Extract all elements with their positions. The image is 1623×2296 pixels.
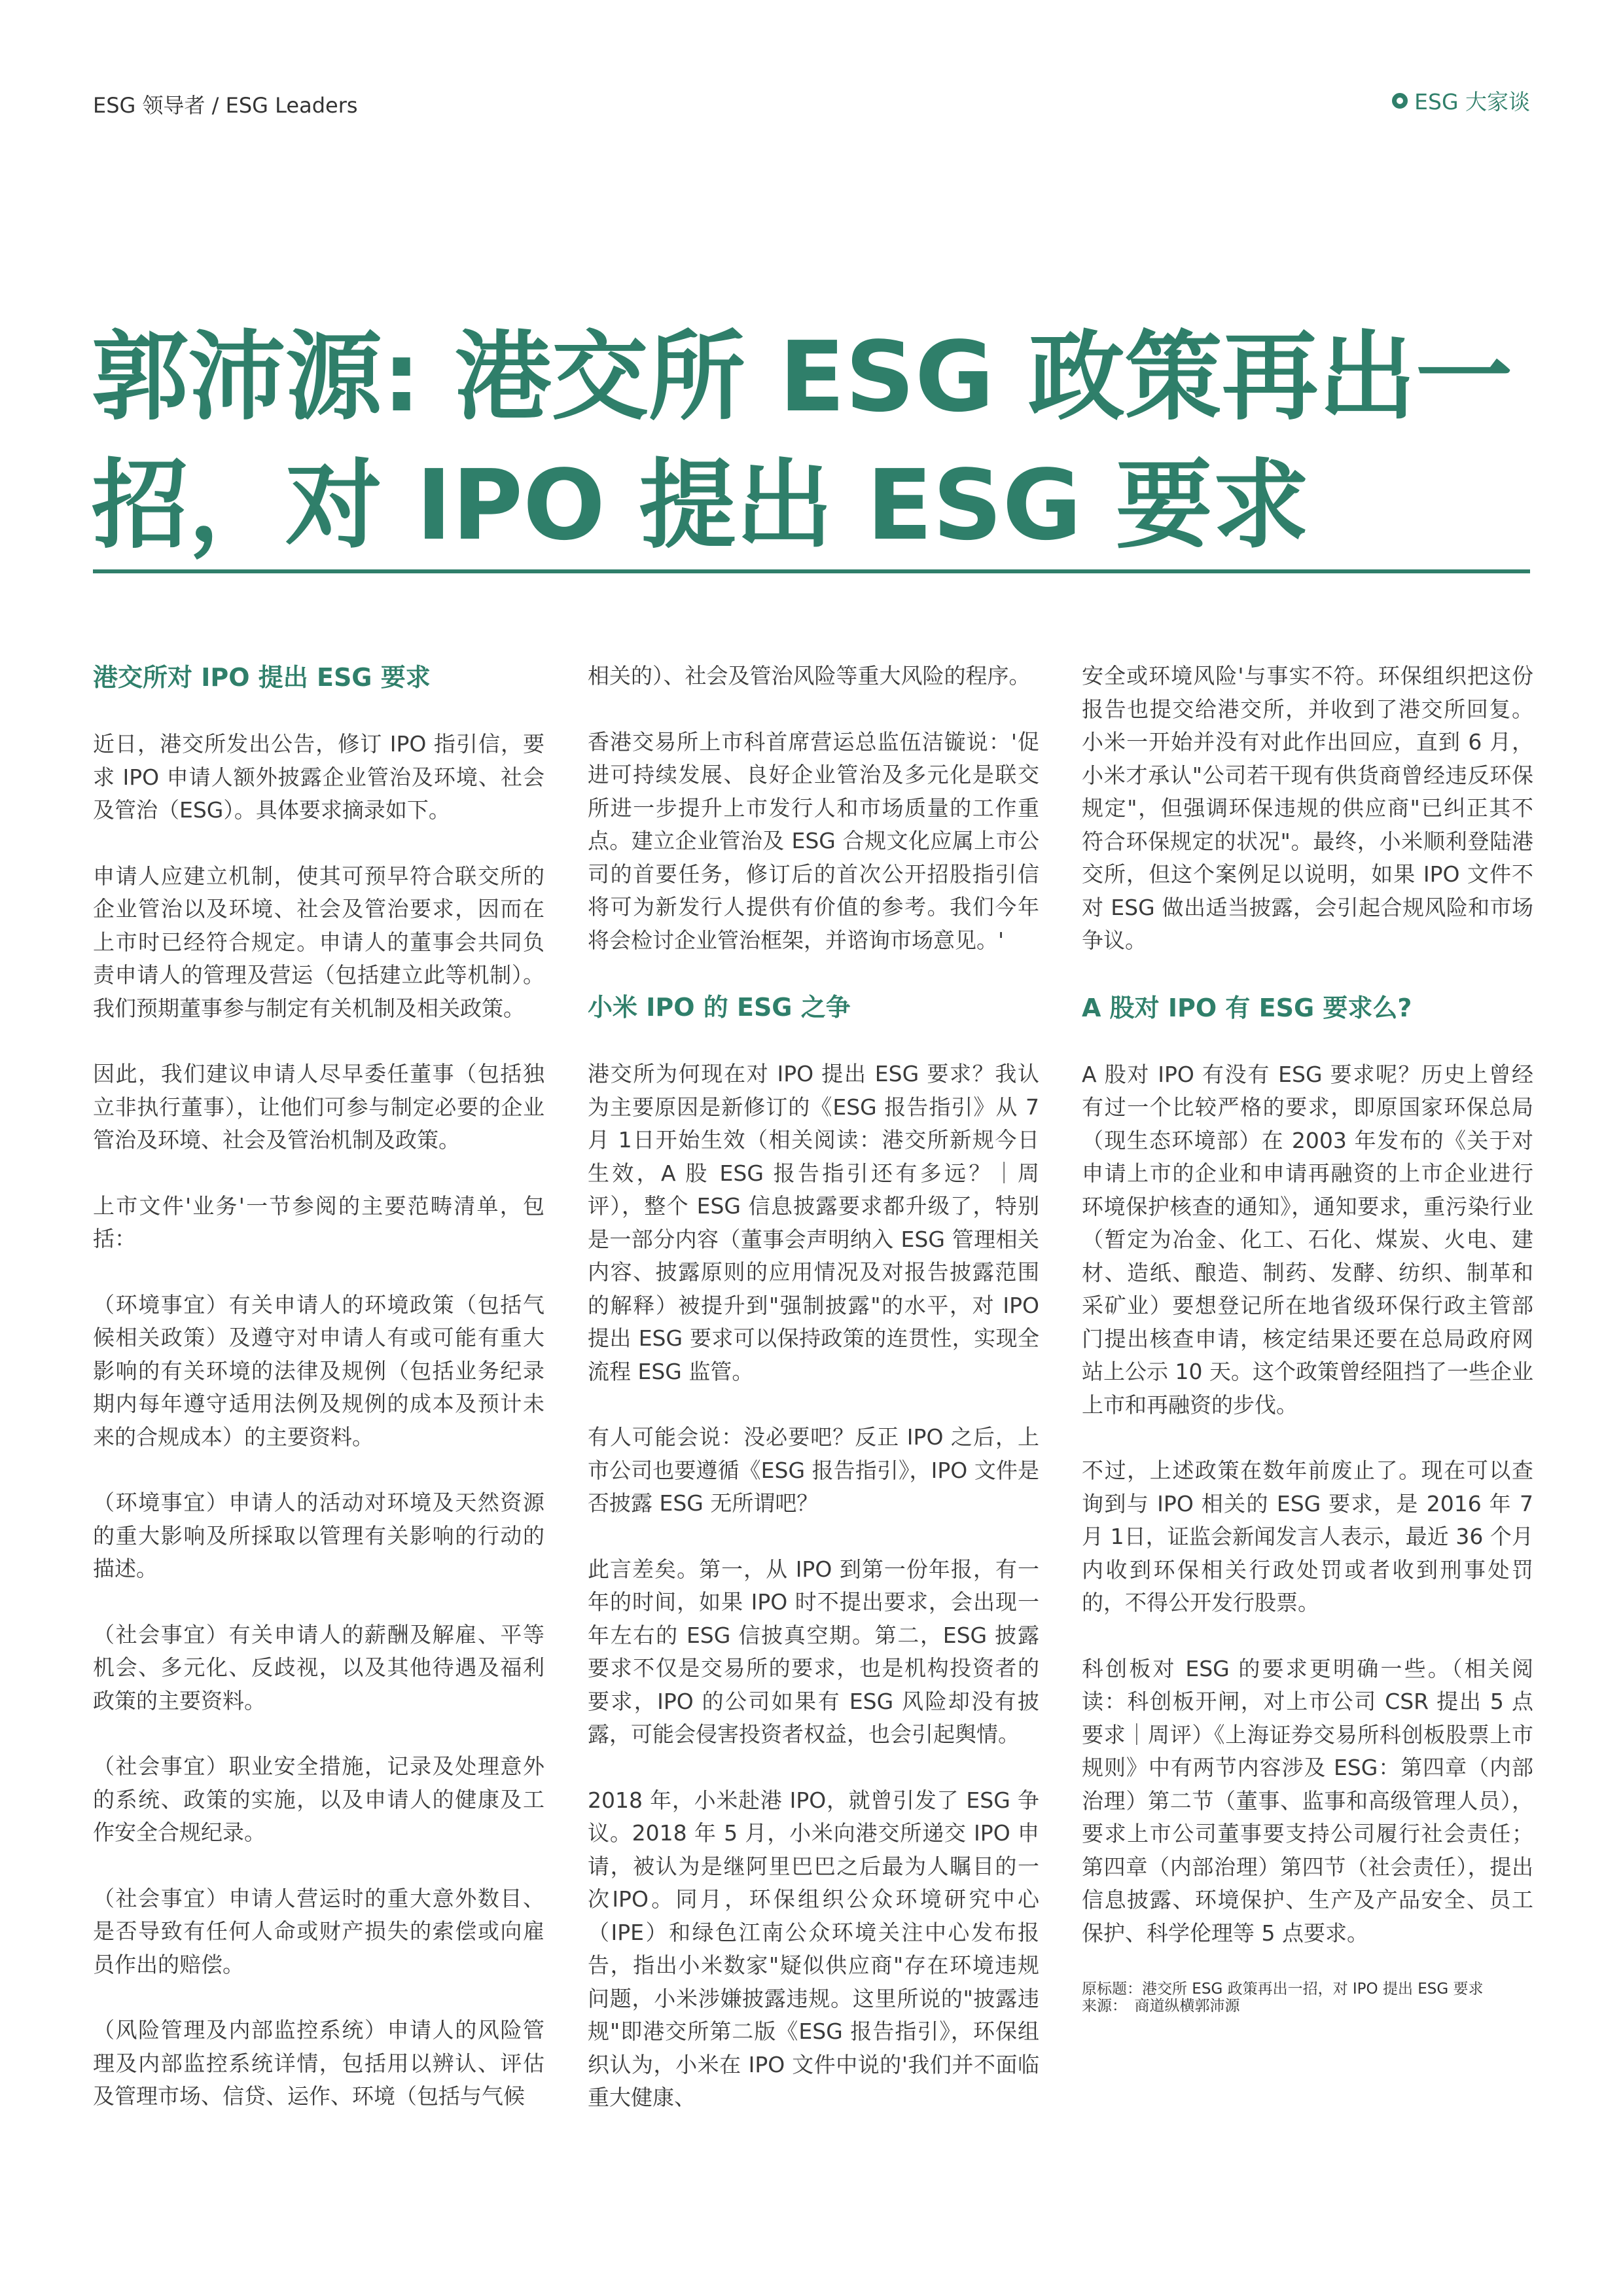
article-title: 郭沛源: 港交所 ESG 政策再出一招，对 IPO 提出 ESG 要求 <box>92 321 1512 562</box>
section-heading: A 股对 IPO 有 ESG 要求么? <box>1082 993 1412 1022</box>
credit-source: 来源： 商道纵横郭沛源 <box>1082 1998 1240 2015</box>
paragraph: A 股对 IPO 有没有 ESG 要求呢？历史上曾经有过一个比较严格的要求，即原国家环保总局（现生态环境部）在 2003 年发布的《关于对申请上市的企业和申请再融资的上市企业进行环境保护核查的通知》，通知要求，重污染行业（暂定为冶金、化工、石化、煤炭、火电、建材、造纸、酿造、制药、发酵、纺织、制革和采矿业）要想登记所在地省级环保行政主管部门提出核查申请，核定结果还要在总局政府网站上公示 10 天。这个政策曾经阻挡了一些企业上市和再融资的步伐。 <box>1082 1061 1533 1418</box>
column-3 <box>1082 660 1533 2017</box>
paragraph: 科创板对 ESG 的要求更明确一些。（相关阅读：科创板开闸，对上市公司 CSR 提出 5 点要求｜周评）《上海证券交易所科创板股票上市规则》中有两节内容涉及 ESG：第四章（内部治理）第二节（董事、监事和高级管理人员），要求上市公司董事要支持公司履行社会责任；第四章（内部治理）第四节（社会责任），提出信息披露、环境保护、生产及产品安全、员工保护、科学伦理等 5 点要求。 <box>1082 1655 1533 1946</box>
paragraph: 香港交易所上市科首席营运总监伍洁镟说：'促进可持续发展、良好企业管治及多元化是联交所进一步提升上市发行人和市场质量的工作重点。建立企业管治及 ESG 合规文化应属上市公司的首要任务，修订后的首次公开招股指引信将可为新发行人提供有价值的参考。我们今年将会检讨企业管治框架，并谘询市场意见。' <box>588 728 1039 953</box>
paragraph: 安全或环境风险'与事实不符。环保组织把这份报告也提交给港交所，并收到了港交所回复。小米一开始并没有对此作出回应，直到 6 月，小米才承认"公司若干现有供货商曾经违反环保规定"，但强调环保违规的供应商"已纠正其不符合环保规定的状况"。最终，小米顺利登陆港交所，但这个案例足以说明，如果 IPO 文件不对 ESG 做出适当披露，会引起合规风险和市场争议。 <box>1082 663 1533 953</box>
paragraph: 相关的）、社会及管治风险等重大风险的程序。 <box>588 663 1031 689</box>
paragraph: （社会事宜）有关申请人的薪酬及解雇、平等机会、多元化、反歧视，以及其他待遇及福利政策的主要资料。 <box>93 1621 544 1713</box>
paragraph: 申请人应建立机制，使其可预早符合联交所的企业管治以及环境、社会及管治要求，因而在上市时已经符合规定。申请人的董事会共同负责申请人的管理及营运（包括建立此等机制）。我们预期董事参与制定有关机制及相关政策。 <box>93 863 544 1021</box>
paragraph: （风险管理及内部监控系统）申请人的风险管理及内部监控系统详情，包括用以辨认、评估及管理市场、信贷、运作、环境（包括与气候 <box>93 2017 544 2109</box>
paragraph: 港交所为何现在对 IPO 提出 ESG 要求？我认为主要原因是新修订的《ESG 报告指引》从 7 月 1日开始生效（相关阅读：港交所新规今日生效，A 股 ESG 报告指引还有多远？｜周评），整个 ESG 信息披露要求都升级了，特别是一部分内容（董事会声明纳入 ESG 管理相关内容、披露原则的应用情况及对报告披露范围的解释）被提升到"强制披露"的水平，对 IPO 提出 ESG 要求可以保持政策的连贯性，实现全流程 ESG 监管。 <box>588 1061 1039 1384</box>
circle-icon <box>1392 93 1408 109</box>
paragraph: 因此，我们建议申请人尽早委任董事（包括独立非执行董事），让他们可参与制定必要的企业管治及环境、社会及管治机制及政策。 <box>93 1061 544 1153</box>
paragraph: （环境事宜）有关申请人的环境政策（包括气候相关政策）及遵守对申请人有或可能有重大影响的有关环境的法律及规例（包括业务纪录期内每年遵守适用法例及规例的成本及预计未来的合规成本）的主要资料。 <box>93 1291 544 1450</box>
credit-title: 原标题：港交所 ESG 政策再出一招，对 IPO 提出 ESG 要求 <box>1082 1981 1484 1998</box>
paragraph: （社会事宜）申请人营运时的重大意外数目、是否导致有任何人命或财产损失的索偿或向雇员作出的赔偿。 <box>93 1885 544 1977</box>
column-1 <box>93 660 544 2146</box>
section-label: ESG 领导者 / ESG Leaders <box>93 93 358 118</box>
paragraph: 此言差矣。第一，从 IPO 到第一份年报，有一年的时间，如果 IPO 时不提出要求，会出现一年左右的 ESG 信披真空期。第二，ESG 披露要求不仅是交易所的要求，也是机构投资者的要求，IPO 的公司如果有 ESG 风险却没有披露，可能会侵害投资者权益，也会引起舆情。 <box>588 1556 1039 1747</box>
paragraph: （社会事宜）职业安全措施，记录及处理意外的系统、政策的实施，以及申请人的健康及工作安全合规纪录。 <box>93 1753 544 1845</box>
paragraph: 上市文件'业务'一节参阅的主要范畴清单，包括： <box>93 1193 544 1251</box>
paragraph: 不过，上述政策在数年前废止了。现在可以查询到与 IPO 相关的 ESG 要求，是 2016 年 7 月 1日，证监会新闻发言人表示，最近 36 个月内收到环保相关行政处罚或者收到刑事处罚的，不得公开发行股票。 <box>1082 1458 1533 1615</box>
paragraph: 有人可能会说：没必要吧？反正 IPO 之后，上市公司也要遵循《ESG 报告指引》，IPO 文件是否披露 ESG 无所谓吧？ <box>588 1424 1039 1516</box>
paragraph: 2018 年，小米赴港 IPO，就曾引发了 ESG 争议。2018 年 5 月，小米向港交所递交 IPO 申请，被认为是继阿里巴巴之后最为人瞩目的一次IPO。同月，环保组织公众环境研究中心（IPE）和绿色江南公众环境关注中心发布报告，指出小米数家"疑似供应商"存在环境违规问题，小米涉嫌披露违规。这里所说的"披露违规"即港交所第二版《ESG 报告指引》，环保组织认为，小米在 IPO 文件中说的'我们并不面临重大健康、 <box>588 1787 1039 2110</box>
paragraph: 近日，港交所发出公告，修订 IPO 指引信，要求 IPO 申请人额外披露企业管治及环境、社会及管治（ESG）。具体要求摘录如下。 <box>93 731 544 823</box>
column-2 <box>588 660 1039 2147</box>
section-heading: 小米 IPO 的 ESG 之争 <box>588 993 851 1022</box>
section-heading: 港交所对 IPO 提出 ESG 要求 <box>93 663 431 692</box>
paragraph: （环境事宜）申请人的活动对环境及天然资源的重大影响及所採取以管理有关影响的行动的描述。 <box>93 1490 544 1581</box>
column-name: ESG 大家谈 <box>1414 89 1530 115</box>
title-divider <box>93 569 1530 573</box>
column-badge <box>1392 85 1530 116</box>
